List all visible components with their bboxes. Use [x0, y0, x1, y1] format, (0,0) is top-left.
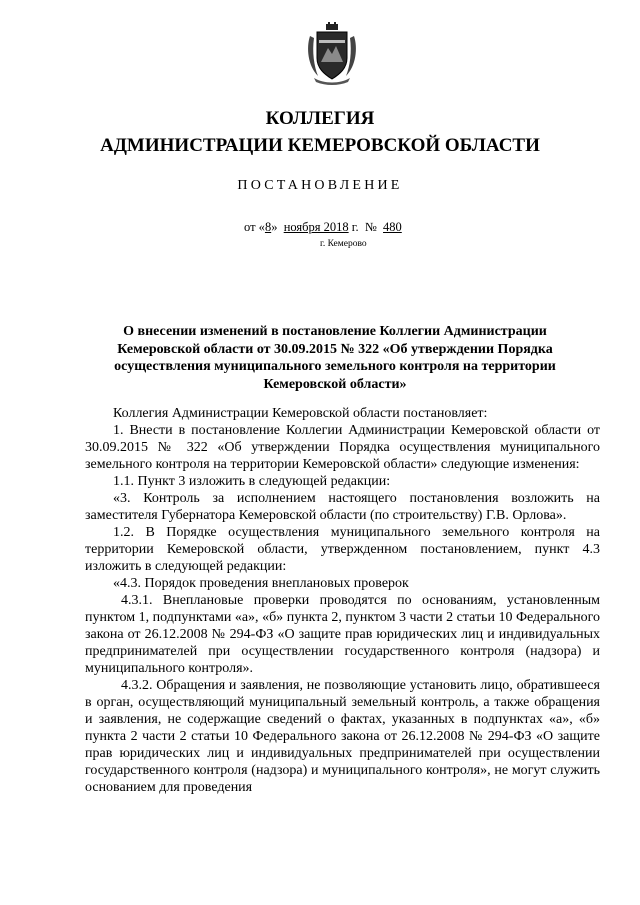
date-prefix: от « [244, 220, 265, 234]
document-subject: О внесении изменений в постановление Коллегии Администрации Кемеровской области от 30.09.2015 № 322 «Об утверждении Порядка осуществления муниципального земельного контроля на территории Кемеровской области» [114, 324, 556, 392]
crown-shape [326, 22, 338, 30]
document-body [85, 405, 600, 796]
header-title-line1: КОЛЛЕГИЯ [265, 108, 375, 129]
body-paragraph-4: «3. Контроль за исполнением настоящего постановления возложить на заместителя Губернатора Кемеровской области (по строительству) Г.В. Орлова». [85, 491, 600, 523]
body-paragraph-6: «4.3. Порядок проведения внеплановых проверок [113, 576, 409, 591]
shield-band [319, 40, 345, 43]
body-paragraph-7: 4.3.1. Внеплановые проверки проводятся по основаниям, установленным пунктом 1, подпунктами «а», «б» пункта 2, пунктом 3 части 2 статьи 10 Федерального закона от 26.12.2008 № 294-ФЗ «О защите прав юридических лиц и индивидуальных предпринимателей при осуществлении государственного контроля (надзора) и муниципального контроля». [85, 593, 600, 676]
date-close-quote: » [271, 220, 278, 234]
body-paragraph-3: 1.1. Пункт 3 изложить в следующей редакции: [113, 474, 391, 489]
header-title-line2: АДМИНИСТРАЦИИ КЕМЕРОВСКОЙ ОБЛАСТИ [100, 135, 540, 156]
date-month-year: ноября 2018 [283, 220, 349, 234]
body-paragraph-8: 4.3.2. Обращения и заявления, не позволяющие установить лицо, обратившееся в орган, осуществляющий муниципальный земельный контроль, а также обращения и заявления, не содержащие сведений о фактах, указанных в подпунктах «а», «б» пункта 2 части 2 статьи 10 Федерального закона от 26.12.2008 № 294-ФЗ «О защите прав юридических лиц и индивидуальных предпринимателей при осуществлении государственного контроля (надзора) и муниципального контроля», не могут служить основанием для проведения [85, 678, 600, 795]
coat-of-arms-emblem [304, 22, 360, 86]
body-paragraph-5: 1.2. В Порядке осуществления муниципального земельного контроля на территории Кемеровской области, утвержденном постановлением, пункт 4.3 изложить в следующей редакции: [85, 525, 600, 574]
document-type: ПОСТАНОВЛЕНИЕ [237, 178, 403, 193]
date-year-suffix: г. [351, 220, 359, 234]
number-sign: № [364, 220, 377, 234]
date-day: 8 [264, 220, 272, 234]
body-paragraph-1: Коллегия Администрации Кемеровской области постановляет: [113, 406, 488, 421]
city-label: г. Кемерово [320, 239, 367, 249]
document-number: 480 [383, 220, 402, 234]
body-paragraph-2: 1. Внести в постановление Коллегии Администрации Кемеровской области от 30.09.2015 № 322 «Об утверждении Порядка осуществления муниципального земельного контроля на территории Кемеровской области» следующие изменения: [85, 423, 600, 472]
date-line [244, 220, 402, 235]
